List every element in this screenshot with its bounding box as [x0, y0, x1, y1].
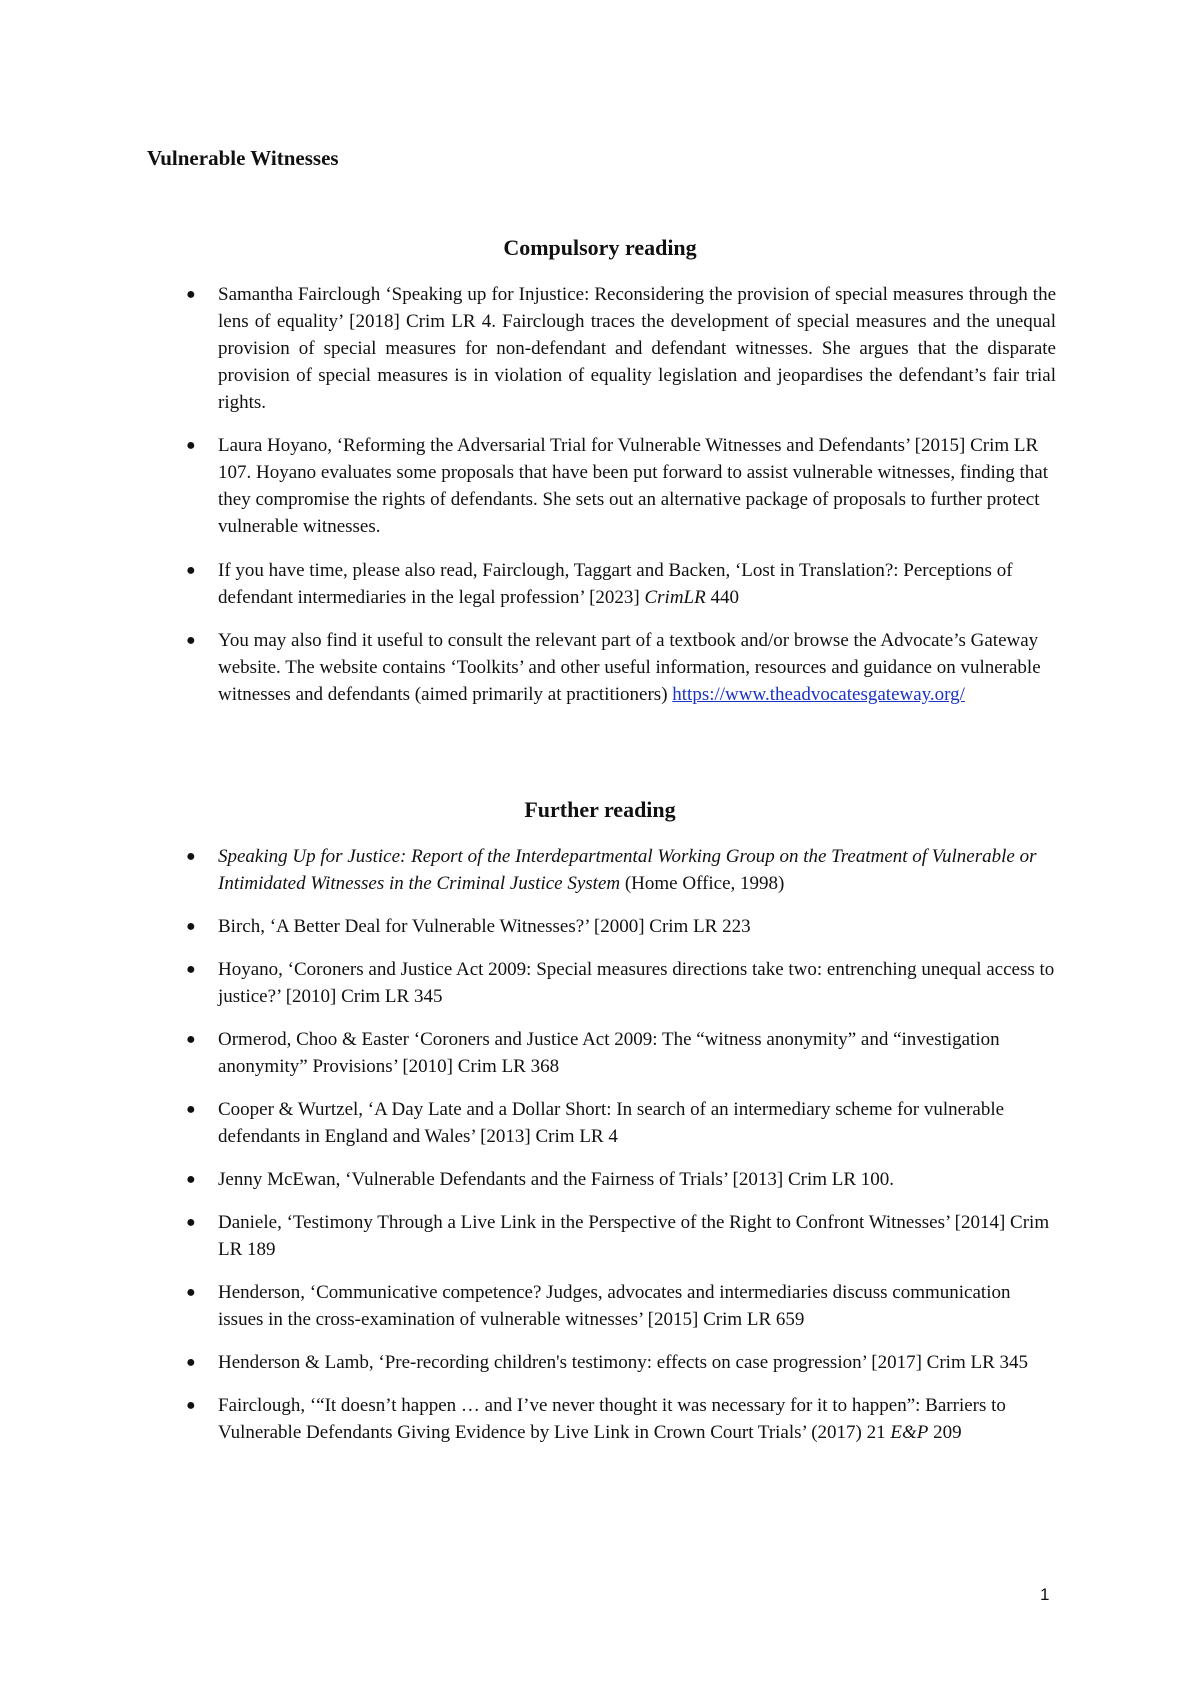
- list-item: [186, 1349, 1056, 1376]
- bullet-icon: ●: [186, 1354, 196, 1371]
- list-item: [186, 913, 1056, 940]
- list-item: [186, 1166, 1056, 1193]
- bullet-icon: ●: [186, 1101, 196, 1118]
- bullet-icon: ●: [186, 918, 196, 935]
- list-item: [186, 281, 1056, 416]
- bullet-icon: ●: [186, 1397, 196, 1414]
- reading-text: Jenny McEwan, ‘Vulnerable Defendants and the Fairness of Trials’ [2013] Crim LR 100.: [218, 1169, 895, 1190]
- reading-text: Henderson & Lamb, ‘Pre-recording children's testimony: effects on case progression’ [2017] Crim LR 345: [218, 1352, 1029, 1373]
- reading-text: Cooper & Wurtzel, ‘A Day Late and a Dollar Short: In search of an intermediary scheme for vulnerable defendants in England and Wales’ [2013] Crim LR 4: [218, 1099, 1005, 1147]
- advocates-gateway-link[interactable]: https://www.theadvocatesgateway.org/: [672, 684, 965, 705]
- reading-text-end: 440: [705, 587, 739, 608]
- bullet-icon: ●: [186, 286, 196, 303]
- further-reading-list: [186, 843, 1056, 1462]
- reading-text-end: 209: [928, 1422, 962, 1443]
- compulsory-reading-heading: Compulsory reading: [503, 235, 697, 260]
- compulsory-reading-list: [186, 281, 1056, 724]
- bullet-icon: ●: [186, 848, 196, 865]
- reading-text: Laura Hoyano, ‘Reforming the Adversarial Trial for Vulnerable Witnesses and Defendants’ [2015] Crim LR 107. Hoyano evaluates some proposals that have been put forward to assist vulnerable witnesses, finding that they compromise the rights of defendants. She sets out an alternative package of proposals to further protect vulnerable witnesses.: [218, 435, 1048, 537]
- further-reading-heading: Further reading: [524, 797, 676, 822]
- journal-abbreviation: E&P: [890, 1422, 929, 1443]
- list-item: [186, 1209, 1056, 1263]
- reading-text: Samantha Fairclough ‘Speaking up for Injustice: Reconsidering the provision of special measures through the lens of equality’ [2018] Crim LR 4. Fairclough traces the development of special measures and the unequal provision of special measures for non-defendant and defendant witnesses. She argues that the disparate provision of special measures is in violation of equality legislation and jeopardises the defendant’s fair trial rights.: [218, 284, 1056, 413]
- reading-text: You may also find it useful to consult the relevant part of a textbook and/or browse the Advocate’s Gateway website. The website contains ‘Toolkits’ and other useful information, resources and guidance on vulnerable witnesses and defendants (aimed primarily at practitioners): [218, 630, 1041, 705]
- reading-text: Ormerod, Choo & Easter ‘Coroners and Justice Act 2009: The “witness anonymity” and “investigation anonymity” Provisions’ [2010] Crim LR 368: [218, 1029, 1000, 1077]
- reading-text: Fairclough, ‘“It doesn’t happen … and I’ve never thought it was necessary for it to happen”: Barriers to Vulnerable Defendants Giving Evidence by Live Link in Crown Court Trials’ (2017) 21: [218, 1395, 1006, 1443]
- report-title: Speaking Up for Justice: Report of the Interdepartmental Working Group on the Treatment of Vulnerable or Intimidated Witnesses in the Criminal Justice System: [218, 846, 1037, 894]
- list-item: [186, 1392, 1056, 1446]
- list-item: [186, 627, 1056, 708]
- page-number: 1: [1040, 1585, 1050, 1604]
- bullet-icon: ●: [186, 1031, 196, 1048]
- bullet-icon: ●: [186, 961, 196, 978]
- list-item: [186, 557, 1056, 611]
- bullet-icon: ●: [186, 437, 196, 454]
- bullet-icon: ●: [186, 1171, 196, 1188]
- journal-abbreviation: CrimLR: [644, 587, 706, 608]
- list-item: [186, 432, 1056, 540]
- reading-text: Birch, ‘A Better Deal for Vulnerable Witnesses?’ [2000] Crim LR 223: [218, 916, 751, 937]
- bullet-icon: ●: [186, 562, 196, 579]
- bullet-icon: ●: [186, 1284, 196, 1301]
- list-item: [186, 1096, 1056, 1150]
- reading-text: Hoyano, ‘Coroners and Justice Act 2009: Special measures directions take two: entrenching unequal access to justice?’ [2010] Crim LR 345: [218, 959, 1055, 1007]
- bullet-icon: ●: [186, 632, 196, 649]
- reading-text: If you have time, please also read, Fairclough, Taggart and Backen, ‘Lost in Translation?: Perceptions of defendant intermediaries in the legal profession’ [2023]: [218, 560, 1013, 608]
- document-title: Vulnerable Witnesses: [147, 146, 339, 170]
- list-item: [186, 1026, 1056, 1080]
- reading-text: Daniele, ‘Testimony Through a Live Link in the Perspective of the Right to Confront Witnesses’ [2014] Crim LR 189: [218, 1212, 1050, 1260]
- list-item: [186, 1279, 1056, 1333]
- bullet-icon: ●: [186, 1214, 196, 1231]
- list-item: [186, 843, 1056, 897]
- reading-text-end: (Home Office, 1998): [620, 873, 785, 894]
- reading-text: Henderson, ‘Communicative competence? Judges, advocates and intermediaries discuss communication issues in the cross-examination of vulnerable witnesses’ [2015] Crim LR 659: [218, 1282, 1011, 1330]
- list-item: [186, 956, 1056, 1010]
